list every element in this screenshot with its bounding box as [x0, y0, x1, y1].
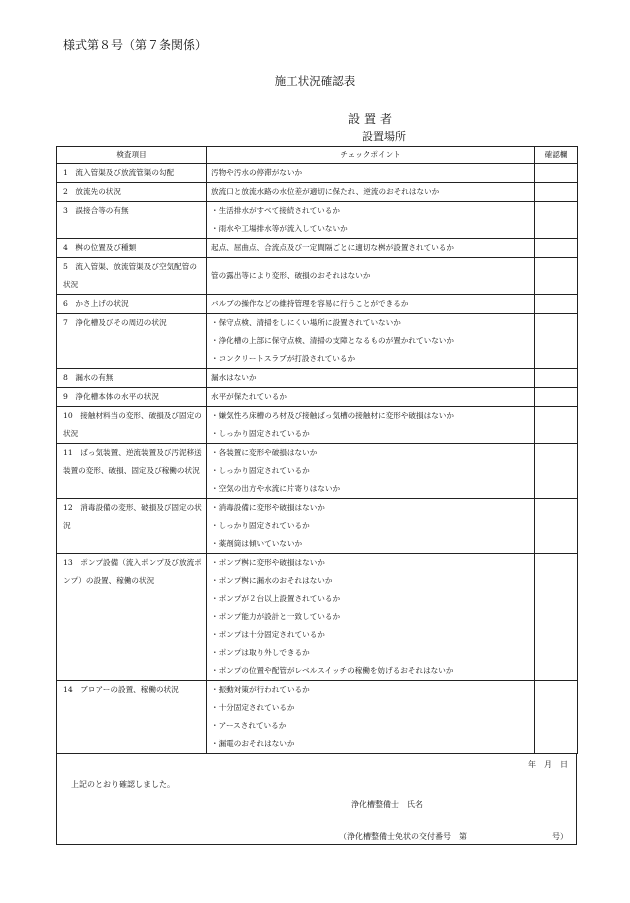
check-point-line: ・浄化槽の上部に保守点検、清掃の支障となるものが置かれていないか	[211, 336, 454, 345]
inspection-item: 4 桝の位置及び種類	[57, 239, 207, 258]
check-points	[207, 444, 535, 499]
check-points	[207, 239, 535, 258]
check-points	[207, 183, 535, 202]
check-point-line: ・しっかり固定されているか	[211, 521, 310, 530]
check-points	[207, 499, 535, 554]
table-row	[57, 369, 578, 388]
form-number: 様式第８号（第７条関係）	[63, 38, 208, 52]
confirmation-cell[interactable]	[535, 681, 578, 754]
date-line: 年 月 日	[528, 760, 568, 769]
check-point-line: 起点、屈曲点、合流点及び一定間隔ごとに適切な桝が設置されているか	[211, 243, 454, 252]
check-point-line: ・嫌気性ろ床槽のろ材及び接触ばっ気槽の接触材に変形や破損はないか	[211, 411, 454, 420]
inspection-item: 9 浄化槽本体の水平の状況	[57, 388, 207, 407]
check-point-line: ・雨水や工場排水等が流入していないか	[211, 224, 348, 233]
check-point-line: ・空気の出方や水流に片寄りはないか	[211, 484, 341, 493]
check-point-line: ・ポンプは取り外しできるか	[211, 648, 310, 657]
confirmation-cell[interactable]	[535, 202, 578, 239]
license-prefix: （浄化槽整備士免状の交付番号 第	[339, 832, 467, 841]
header-confirmation: 確認欄	[535, 147, 578, 164]
check-points	[207, 258, 535, 295]
signer-name-field[interactable]: 浄化槽整備士 氏名	[351, 800, 423, 809]
table-row	[57, 295, 578, 314]
confirmation-cell[interactable]	[535, 164, 578, 183]
check-point-line: ・十分固定されているか	[211, 703, 295, 712]
check-points	[207, 202, 535, 239]
check-point-line: ・薬剤筒は傾いていないか	[211, 539, 303, 548]
table-row	[57, 444, 578, 499]
check-point-line: ・保守点検、清掃をしにくい場所に設置されていないか	[211, 318, 401, 327]
inspection-item: 12 消毒設備の変形、破損及び固定の状況	[57, 499, 207, 554]
confirmation-cell[interactable]	[535, 258, 578, 295]
table-row	[57, 554, 578, 681]
check-points	[207, 314, 535, 369]
check-point-line: ・ポンプが２台以上設置されているか	[211, 594, 341, 603]
inspection-item: 10 接触材料当の変形、破損及び固定の状況	[57, 407, 207, 444]
check-point-line: ・生活排水がすべて接続されているか	[211, 206, 340, 215]
confirmation-cell[interactable]	[535, 444, 578, 499]
header-check-point: チェックポイント	[207, 147, 535, 164]
check-points	[207, 369, 535, 388]
license-suffix: 号）	[552, 832, 568, 841]
confirmation-cell[interactable]	[535, 369, 578, 388]
inspection-table	[56, 146, 578, 754]
inspection-item: 13 ポンプ設備（流入ポンプ及び放流ポンプ）の設置、稼働の状況	[57, 554, 207, 681]
confirmation-text: 上記のとおり確認しました。	[71, 780, 175, 789]
check-point-line: 管の露出等により変形、破損のおそれはないか	[211, 271, 371, 280]
table-row	[57, 407, 578, 444]
check-point-line: ・ポンプ能力が設計と一致しているか	[211, 612, 341, 621]
check-point-line: ・しっかり固定されているか	[211, 429, 310, 438]
check-point-line: ・コンクリートスラブが打設されているか	[211, 354, 356, 363]
check-point-line: 水平が保たれているか	[211, 392, 287, 401]
table-header-row	[57, 147, 578, 164]
license-number-field[interactable]	[339, 831, 568, 842]
check-point-line: ・漏電のおそれはないか	[211, 739, 295, 748]
inspection-item: 5 流入管渠、放流管渠及び空気配管の状況	[57, 258, 207, 295]
table-row	[57, 314, 578, 369]
confirmation-cell[interactable]	[535, 407, 578, 444]
check-point-line: ・振動対策が行われているか	[211, 685, 310, 694]
check-point-line: ・各装置に変形や破損はないか	[211, 448, 318, 457]
location-label: 設置場所	[362, 130, 406, 143]
inspection-item: 7 浄化槽及びその周辺の状況	[57, 314, 207, 369]
confirmation-cell[interactable]	[535, 554, 578, 681]
inspection-item: 14 ブロアーの設置、稼働の状況	[57, 681, 207, 754]
check-point-line: ・アースされているか	[211, 721, 287, 730]
table-row	[57, 239, 578, 258]
inspection-item: 8 漏水の有無	[57, 369, 207, 388]
check-point-line: ・しっかり固定されているか	[211, 466, 310, 475]
check-point-line: ・ポンプは十分固定されているか	[211, 630, 325, 639]
table-row	[57, 202, 578, 239]
check-points	[207, 554, 535, 681]
check-points	[207, 407, 535, 444]
confirmation-cell[interactable]	[535, 388, 578, 407]
inspection-item: 2 放流先の状況	[57, 183, 207, 202]
check-points	[207, 681, 535, 754]
check-point-line: バルブの操作などの維持管理を容易に行うことができるか	[211, 299, 409, 308]
check-points	[207, 295, 535, 314]
table-body	[57, 164, 578, 754]
confirmation-footer	[56, 753, 577, 845]
document-title: 施工状況確認表	[274, 74, 356, 88]
confirmation-cell[interactable]	[535, 239, 578, 258]
table-row	[57, 388, 578, 407]
confirmation-cell[interactable]	[535, 314, 578, 369]
check-points	[207, 388, 535, 407]
table-row	[57, 499, 578, 554]
check-point-line: 放流口と放流水路の水位差が適切に保たれ、逆流のおそれはないか	[211, 187, 440, 196]
inspection-item: 6 かさ上げの状況	[57, 295, 207, 314]
table-row	[57, 681, 578, 754]
table-row	[57, 183, 578, 202]
check-point-line: 汚物や汚水の停滞がないか	[211, 168, 303, 177]
check-points	[207, 164, 535, 183]
confirmation-cell[interactable]	[535, 183, 578, 202]
confirmation-cell[interactable]	[535, 295, 578, 314]
check-point-line: ・消毒設備に変形や破損はないか	[211, 503, 325, 512]
check-point-line: 漏水はないか	[211, 373, 257, 382]
check-point-line: ・ポンプの位置や配管がレベルスイッチの稼働を妨げるおそれはないか	[211, 666, 454, 675]
inspection-item: 1 流入管渠及び放流管渠の勾配	[57, 164, 207, 183]
installer-label: 設置者	[348, 112, 397, 126]
inspection-item: 3 誤接合等の有無	[57, 202, 207, 239]
table-row	[57, 164, 578, 183]
header-inspection-item: 検査項目	[57, 147, 207, 164]
inspection-item: 11 ばっ気装置、逆流装置及び汚泥移送装置の変形、破損、固定及び稼働の状況	[57, 444, 207, 499]
check-point-line: ・ポンプ桝に変形や破損はないか	[211, 558, 325, 567]
confirmation-cell[interactable]	[535, 499, 578, 554]
table-row	[57, 258, 578, 295]
check-point-line: ・ポンプ桝に漏水のおそれはないか	[211, 576, 333, 585]
